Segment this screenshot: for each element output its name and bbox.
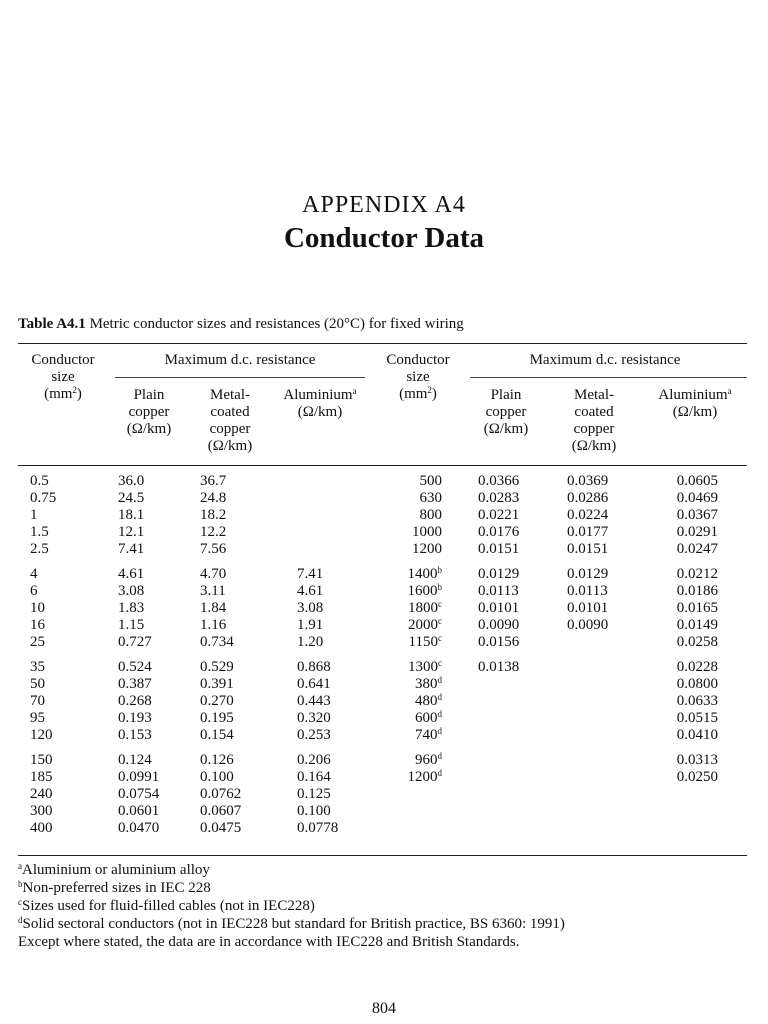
cell-size-left: 120 <box>30 727 53 743</box>
cell-alum-left: 4.61 <box>297 583 324 599</box>
cell-metal-right: 0.0151 <box>567 541 609 557</box>
cell-size-left: 1 <box>30 507 38 523</box>
cell-metal-right: 0.0129 <box>567 566 609 582</box>
header-subrule-right <box>470 377 747 378</box>
cell-size-right: 960$^d$ <box>415 751 442 768</box>
cell-alum-left: 1.91 <box>297 617 324 633</box>
cell-metal-left: 3.11 <box>200 583 226 599</box>
page-number: 804 <box>372 1000 396 1017</box>
cell-metal-left: 0.529 <box>200 659 234 675</box>
cell-size-left: 16 <box>30 617 45 633</box>
cell-metal-right: 0.0101 <box>567 600 609 616</box>
appendix-label: APPENDIX A4 <box>302 192 466 218</box>
header-metal-coated-left: Metal- coated copper (Ω/km) <box>207 387 253 454</box>
cell-plain-right: 0.0156 <box>478 634 520 650</box>
cell-metal-right: 0.0090 <box>567 617 609 633</box>
cell-alum-left: 0.0778 <box>297 820 339 836</box>
table-caption <box>18 316 464 333</box>
header-max-resistance-left: Maximum d.c. resistance <box>164 352 316 368</box>
cell-alum-right: 0.0469 <box>676 490 718 506</box>
cell-plain-left: 0.124 <box>118 752 152 768</box>
table-caption-label: Table A4.1 <box>18 316 86 332</box>
cell-plain-left: 0.524 <box>118 659 152 675</box>
cell-plain-left: 0.193 <box>118 710 152 726</box>
cell-plain-left: 0.0601 <box>118 803 160 819</box>
cell-alum-right: 0.0291 <box>676 524 718 540</box>
header-aluminium-right: Aluminium$^a$ (Ω/km) <box>658 386 732 420</box>
cell-alum-right: 0.0247 <box>676 541 718 557</box>
header-plain-copper-right: Plain copper (Ω/km) <box>483 387 529 437</box>
cell-alum-left: 3.08 <box>297 600 324 616</box>
cell-plain-left: 1.15 <box>118 617 145 633</box>
cell-size-left: 185 <box>30 769 53 785</box>
cell-size-right: 2000$^c$ <box>408 616 442 633</box>
cell-metal-left: 24.8 <box>200 490 227 506</box>
footnote: $^b$Non-preferred sizes in IEC 228 <box>18 879 211 896</box>
cell-size-left: 0.5 <box>30 473 49 489</box>
cell-plain-left: 7.41 <box>118 541 145 557</box>
cell-alum-right: 0.0633 <box>676 693 718 709</box>
cell-plain-right: 0.0221 <box>478 507 520 523</box>
cell-size-right: 480$^d$ <box>415 692 442 709</box>
cell-metal-left: 0.195 <box>200 710 234 726</box>
cell-size-left: 150 <box>30 752 53 768</box>
cell-alum-right: 0.0800 <box>676 676 718 692</box>
cell-plain-left: 0.727 <box>118 634 152 650</box>
cell-size-left: 6 <box>30 583 38 599</box>
header-metal-coated-right: Metal- coated copper (Ω/km) <box>571 387 617 454</box>
cell-metal-left: 1.84 <box>200 600 227 616</box>
cell-plain-right: 0.0283 <box>478 490 520 506</box>
cell-plain-left: 0.153 <box>118 727 152 743</box>
footnote: $^a$Aluminium or aluminium alloy <box>18 861 210 878</box>
cell-metal-right: 0.0224 <box>567 507 609 523</box>
cell-size-right: 1150$^c$ <box>408 633 442 650</box>
cell-plain-right: 0.0138 <box>478 659 520 675</box>
cell-alum-right: 0.0367 <box>676 507 718 523</box>
cell-metal-left: 12.2 <box>200 524 227 540</box>
cell-plain-right: 0.0366 <box>478 473 520 489</box>
cell-plain-right: 0.0090 <box>478 617 520 633</box>
cell-alum-right: 0.0605 <box>676 473 718 489</box>
cell-size-left: 70 <box>30 693 45 709</box>
cell-plain-left: 12.1 <box>118 524 145 540</box>
cell-plain-left: 0.387 <box>118 676 152 692</box>
cell-size-right: 1600$^b$ <box>407 582 442 599</box>
cell-metal-left: 0.270 <box>200 693 234 709</box>
cell-alum-right: 0.0186 <box>676 583 718 599</box>
header-conductor-size-left: Conductor size $(mm^2)$ <box>31 352 95 402</box>
cell-alum-left: 0.443 <box>297 693 331 709</box>
cell-metal-left: 0.0762 <box>200 786 242 802</box>
cell-size-right: 630 <box>419 490 442 506</box>
cell-alum-right: 0.0410 <box>676 727 718 743</box>
cell-size-left: 25 <box>30 634 45 650</box>
cell-plain-left: 1.83 <box>118 600 145 616</box>
cell-metal-right: 0.0113 <box>567 583 608 599</box>
cell-alum-right: 0.0165 <box>676 600 718 616</box>
cell-alum-left: 1.20 <box>297 634 324 650</box>
cell-size-right: 1400$^b$ <box>407 565 442 582</box>
cell-alum-right: 0.0212 <box>676 566 718 582</box>
cell-size-left: 35 <box>30 659 45 675</box>
cell-metal-left: 36.7 <box>200 473 227 489</box>
footnote: $^c$Sizes used for fluid-filled cables (not in IEC228) <box>18 897 315 914</box>
header-bottom-rule <box>18 465 747 466</box>
page-title: Conductor Data <box>283 222 485 254</box>
cell-plain-right: 0.0113 <box>478 583 519 599</box>
cell-plain-right: 0.0101 <box>478 600 520 616</box>
cell-size-right: 1200$^d$ <box>407 768 442 785</box>
cell-metal-left: 18.2 <box>200 507 227 523</box>
cell-metal-left: 7.56 <box>200 541 227 557</box>
cell-metal-left: 0.126 <box>200 752 234 768</box>
cell-metal-left: 0.391 <box>200 676 234 692</box>
cell-size-right: 380$^d$ <box>415 675 442 692</box>
cell-alum-right: 0.0515 <box>676 710 718 726</box>
cell-metal-left: 0.734 <box>200 634 234 650</box>
cell-size-left: 50 <box>30 676 45 692</box>
cell-size-left: 2.5 <box>30 541 49 557</box>
cell-size-right: 740$^d$ <box>415 726 442 743</box>
cell-alum-right: 0.0228 <box>676 659 718 675</box>
cell-plain-left: 3.08 <box>118 583 145 599</box>
header-aluminium-left: Aluminium$^a$ (Ω/km) <box>283 386 357 420</box>
cell-alum-left: 0.320 <box>297 710 331 726</box>
cell-metal-left: 0.100 <box>200 769 234 785</box>
cell-plain-left: 0.0991 <box>118 769 160 785</box>
header-conductor-size-right: Conductor size $(mm^2)$ <box>386 352 450 402</box>
cell-alum-right: 0.0250 <box>676 769 718 785</box>
table-top-rule <box>18 343 747 344</box>
cell-metal-left: 4.70 <box>200 566 227 582</box>
header-max-resistance-right: Maximum d.c. resistance <box>529 352 681 368</box>
table-caption-text: Metric conductor sizes and resistances (20°C) for fixed wiring <box>89 316 464 332</box>
cell-size-left: 400 <box>30 820 53 836</box>
cell-plain-left: 18.1 <box>118 507 145 523</box>
footnote: Except where stated, the data are in accordance with IEC228 and British Standards. <box>18 934 520 950</box>
cell-size-left: 1.5 <box>30 524 49 540</box>
cell-alum-left: 0.868 <box>297 659 331 675</box>
cell-plain-left: 24.5 <box>118 490 145 506</box>
header-subrule-left <box>115 377 365 378</box>
cell-plain-right: 0.0151 <box>478 541 520 557</box>
cell-alum-left: 0.125 <box>297 786 331 802</box>
cell-alum-left: 0.253 <box>297 727 331 743</box>
cell-alum-left: 0.206 <box>297 752 331 768</box>
footnote: $^d$Solid sectoral conductors (not in IEC228 but standard for British practice, BS 6360: 1991) <box>18 915 565 932</box>
cell-metal-right: 0.0177 <box>567 524 609 540</box>
table-bottom-rule <box>18 855 747 856</box>
cell-alum-left: 7.41 <box>297 566 324 582</box>
cell-metal-left: 0.154 <box>200 727 234 743</box>
cell-alum-left: 0.641 <box>297 676 331 692</box>
cell-size-right: 600$^d$ <box>415 709 442 726</box>
cell-size-left: 0.75 <box>30 490 57 506</box>
cell-plain-left: 36.0 <box>118 473 145 489</box>
cell-alum-left: 0.100 <box>297 803 331 819</box>
cell-size-right: 1800$^c$ <box>408 599 442 616</box>
cell-alum-left: 0.164 <box>297 769 331 785</box>
cell-plain-left: 4.61 <box>118 566 145 582</box>
cell-alum-right: 0.0258 <box>676 634 718 650</box>
cell-plain-right: 0.0129 <box>478 566 520 582</box>
cell-plain-left: 0.268 <box>118 693 152 709</box>
cell-size-left: 10 <box>30 600 45 616</box>
cell-size-right: 1000 <box>412 524 442 540</box>
cell-size-right: 800 <box>419 507 442 523</box>
cell-size-left: 240 <box>30 786 53 802</box>
cell-size-right: 1300$^c$ <box>408 658 442 675</box>
cell-metal-left: 1.16 <box>200 617 227 633</box>
cell-alum-right: 0.0149 <box>676 617 718 633</box>
cell-plain-right: 0.0176 <box>478 524 520 540</box>
cell-size-left: 300 <box>30 803 53 819</box>
cell-metal-left: 0.0607 <box>200 803 242 819</box>
cell-metal-left: 0.0475 <box>200 820 242 836</box>
cell-plain-left: 0.0470 <box>118 820 160 836</box>
cell-plain-left: 0.0754 <box>118 786 160 802</box>
cell-metal-right: 0.0369 <box>567 473 609 489</box>
cell-size-right: 1200 <box>412 541 442 557</box>
cell-size-left: 95 <box>30 710 45 726</box>
cell-size-left: 4 <box>30 566 38 582</box>
header-plain-copper-left: Plain copper (Ω/km) <box>126 387 172 437</box>
cell-alum-right: 0.0313 <box>676 752 718 768</box>
cell-metal-right: 0.0286 <box>567 490 609 506</box>
cell-size-right: 500 <box>419 473 442 489</box>
